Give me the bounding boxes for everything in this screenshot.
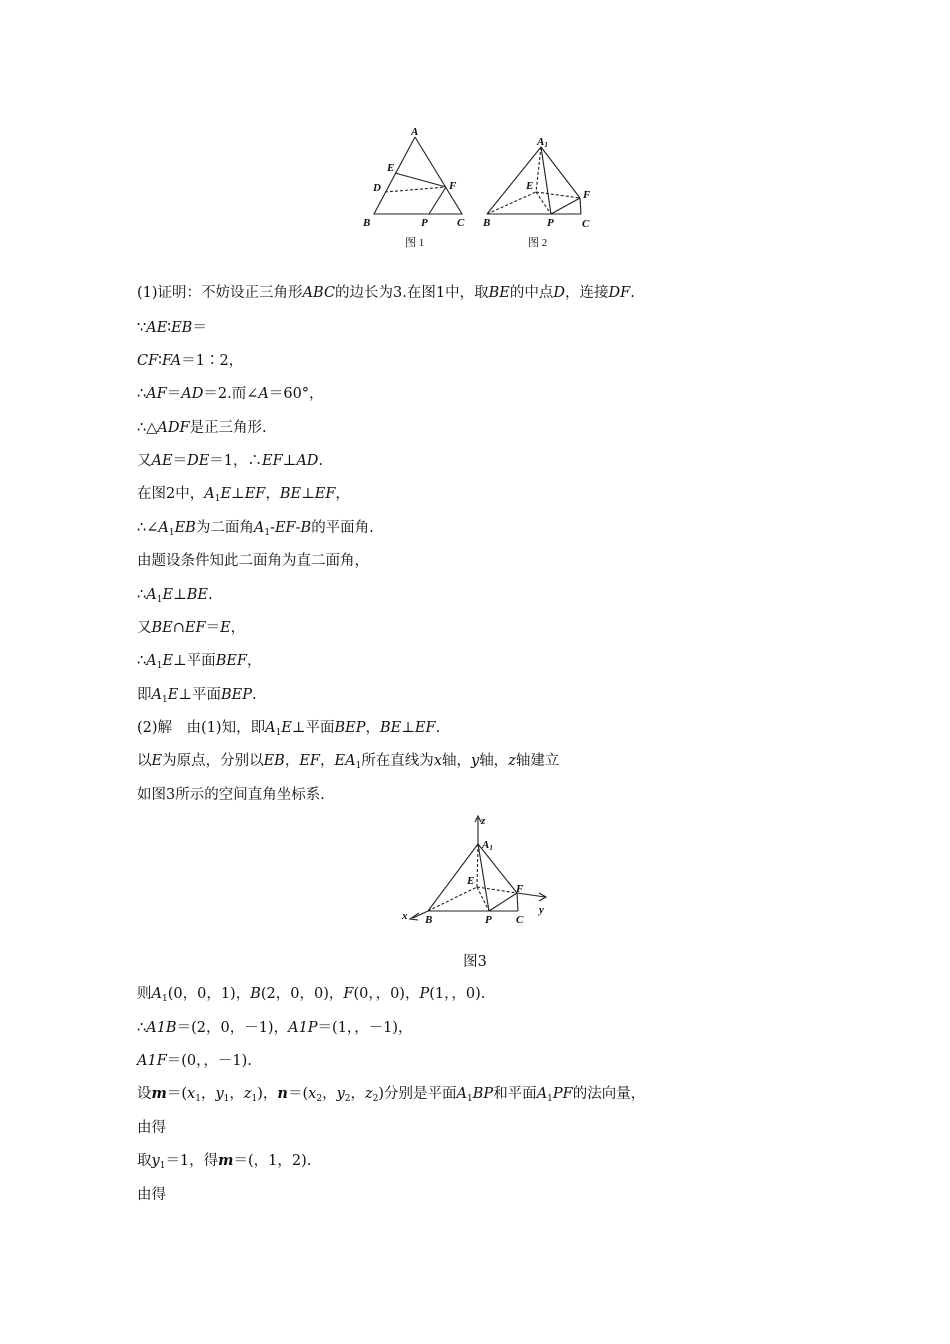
figure-2 (487, 147, 581, 214)
line-10: $\therefore A_1E\perp BE$. (137, 587, 213, 605)
fig3-label-B: B (425, 914, 433, 926)
fig2-label-F: F (583, 189, 591, 201)
line-8: $\therefore\angle A_1EB$为二面角$A_1-EF-B$的平面角. (137, 520, 374, 538)
line-4: ∴AF＝AD＝2.而∠A＝60°， (137, 386, 324, 402)
fig3-label-x: x (402, 910, 408, 922)
line-5: ∴△ADF是正三角形. (137, 420, 267, 436)
fig1-label-B: B (363, 217, 371, 229)
line-16: 如图3所示的空间直角坐标系. (137, 787, 325, 803)
line-11: 又BE∩EF＝E， (137, 620, 246, 636)
line-21: 由得 (137, 1120, 166, 1136)
line-23: 由得 (137, 1187, 166, 1203)
fig1-label-C: C (457, 217, 465, 229)
fig3-label-z: z (481, 815, 486, 827)
line-22: 取$y_1=1$，得m＝(，1，2). (137, 1152, 312, 1171)
fig1-label-A: A (411, 126, 419, 138)
line-12: $\therefore A_1E\perp$平面BEF， (137, 653, 262, 671)
fig1-label-F: F (449, 180, 457, 192)
fig3-label-F: F (516, 883, 524, 895)
fig2-label-A1: A1 (537, 136, 548, 149)
fig3-label-E: E (467, 875, 475, 887)
line-2: ∵AE∶EB＝ (137, 320, 207, 336)
line-15: 以E为原点，分别以EB，EF，$EA_1$所在直线为x轴，y轴，z轴建立 (137, 753, 560, 771)
line-3: CF∶FA＝1∶2， (137, 353, 244, 369)
fig2-label-E: E (526, 180, 534, 192)
line-18: ∴A1B＝(2，0，－1)，A1P＝(1，，－1)， (137, 1020, 413, 1036)
fig3-caption: 图3 (463, 954, 487, 970)
fig1-label-E: E (387, 162, 395, 174)
figure-1-2-svg (355, 122, 605, 252)
line-19: A1F＝(0，，－1). (137, 1053, 252, 1069)
line-9: 由题设条件知此二面角为直二面角， (137, 553, 369, 569)
line-6: 又AE＝DE＝1，∴EF⊥AD. (137, 453, 324, 469)
line-14: (2)解 由(1)知，即$A_1E\perp$平面BEP，BE⊥EF. (137, 720, 441, 738)
figure-1-2 (355, 122, 605, 252)
fig2-label-B: B (483, 217, 491, 229)
fig1-label-D: D (373, 182, 381, 194)
line-13: 即$A_1E\perp$平面BEP. (137, 687, 257, 705)
fig1-caption: 图 1 (405, 237, 425, 249)
fig3-label-C: C (516, 914, 524, 926)
fig3-label-A1: A1 (482, 839, 493, 852)
line-1: (1)证明：不妨设正三角形ABC的边长为3.在图1中，取BE的中点D，连接DF. (137, 285, 635, 301)
figure-3-svg (395, 812, 555, 927)
figure-1 (374, 137, 462, 214)
fig1-label-P: P (421, 217, 428, 229)
fig2-label-C: C (582, 218, 590, 230)
figure-3 (395, 812, 555, 927)
fig2-label-P: P (547, 217, 554, 229)
fig2-caption: 图 2 (528, 237, 548, 249)
fig3-label-P: P (485, 914, 492, 926)
line-7: 在图2中，$A_1E\perp EF$，BE⊥EF， (137, 486, 350, 504)
fig3-label-y: y (539, 904, 544, 916)
line-17: 则$A_1(0$，0，1)，B(2，0，0)，F(0，，0)，P(1，，0). (137, 986, 486, 1004)
line-20: 设$m=(x_1$，$y_1$，$z_1$)，$n=(x_2$，$y_2$，$z_2$)分别是平面$A_1BP$和平面$A_1PF$的法向量， (137, 1085, 646, 1104)
